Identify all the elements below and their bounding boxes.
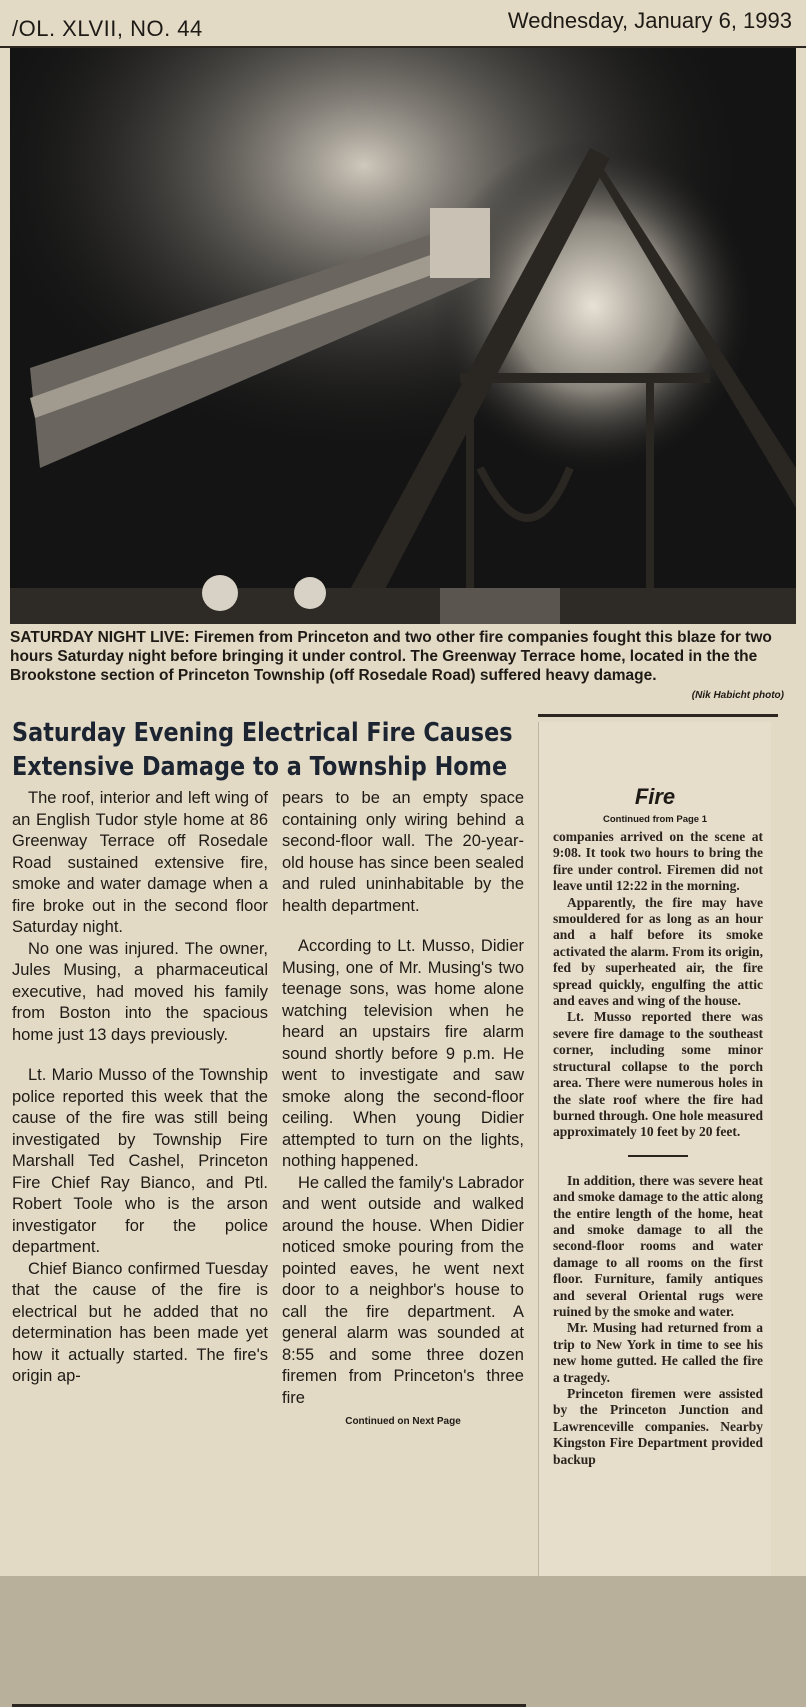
continued-note: Continued on Next Page <box>345 1416 461 1427</box>
article-paragraph: Chief Bianco confirmed Tuesday that the cause of the fire is electrical but he added that no determination has been made yet how it actually started. The fire's origin ap- <box>12 1259 268 1385</box>
sidebar-paragraph: Lt. Musso reported there was severe fire damage to the southeast corner, including some minor structural collapse to the porch area. There were numerous holes in the slate roof where the fire had burned through. One hole measured approximately 10 feet by 20 feet. <box>553 1009 763 1140</box>
sidebar-paragraph: Mr. Musing had returned from a trip to New York in time to see his new home gutted. He called the fire a tragedy. <box>553 1320 763 1385</box>
sidebar-paragraph: companies arrived on the scene at 9:08. It took two hours to bring the fire under control. Firemen did not leave until 12:22 in the morning. <box>553 829 763 894</box>
article-headline <box>12 716 531 784</box>
sidebar-body <box>539 825 771 1468</box>
sidebar-top-rule <box>538 714 778 717</box>
issue-date: Wednesday, January 6, 1993 <box>507 8 792 33</box>
headline-line-2: Extensive Damage to a Township Home <box>12 752 508 782</box>
article-paragraph: The roof, interior and left wing of an English Tudor style home at 86 Greenway Terrace off Rosedale Road sustained extensive fire, smoke and water damage when a fire broke out in the second floor Saturday night. <box>12 789 268 936</box>
fire-photo-image <box>10 48 796 636</box>
sidebar-paragraph: Apparently, the fire may have smouldered for as long as an hour and a half before its smoke activated the alarm. From its origin, fed by superheated air, the fire spread quickly, engulfing the attic and eaves and wing of the house. <box>553 894 763 1009</box>
article-paragraph: He called the family's Labrador and went outside and walked around the house. When Didier noticed smoke pouring from the pointed eaves, he went next door to a neighbor's house to call the fire department. A general alarm was sounded at 8:55 and some three dozen firemen from Princeton's three fire <box>282 1173 525 1407</box>
sidebar-divider <box>628 1155 688 1157</box>
article-paragraph: Lt. Mario Musso of the Township police reported this week that the cause of the fire was still being investigated by Township Fire Marshall Ted Cashel, Princeton Fire Chief Ray Bianco, and Ptl. Robert Toole who is the arson investigator for the police department. <box>12 1066 268 1256</box>
caption-text: Firemen from Princeton and two other fire companies fought this blaze for two hours Saturday night before bringing it under control. The Greenway Terrace home, located in the the Brookstone section of Princeton Township (off Rosedale Road) suffered heavy damage. <box>10 629 772 684</box>
article-paragraph: No one was injured. The owner, Jules Musing, a pharmaceutical executive, had moved his family from Boston into the spacious home just 13 days previously. <box>12 939 268 1044</box>
fire-photo <box>10 48 796 636</box>
continued-sidebar <box>538 722 771 1576</box>
article-column-2 <box>282 788 524 1433</box>
photo-credit: (Nik Habicht photo) <box>691 690 784 701</box>
caption-lead: SATURDAY NIGHT LIVE: <box>10 629 190 646</box>
volume-number: /OL. XLVII, NO. 44 <box>12 16 203 41</box>
article-paragraph: According to Lt. Musso, Didier Musing, one of Mr. Musing's two teenage sons, was home alone watching television when he heard an upstairs fire alarm sound shortly before 9 p.m. He went to investigate and saw smoke along the second-floor ceiling. When young Didier attempted to turn on the lights, nothing happened. <box>282 937 524 1170</box>
article-paragraph: pears to be an empty space containing only wiring behind a second-floor wall. The 20-year-old house has since been sealed and ruled uninhabitable by the health department. <box>282 789 524 915</box>
photo-caption <box>10 624 796 714</box>
headline-line-1: Saturday Evening Electrical Fire Causes <box>12 718 513 748</box>
sidebar-title: Fire <box>634 784 676 809</box>
continued-from-note: Continued from Page 1 <box>603 814 707 825</box>
article-column-1 <box>12 788 268 1388</box>
sidebar-paragraph: Princeton firemen were assisted by the Princeton Junction and Lawrenceville companies. Nearby Kingston Fire Department provided backup <box>553 1386 763 1467</box>
dateline <box>0 0 806 48</box>
sidebar-paragraph: In addition, there was severe heat and smoke damage to the attic along the entire length of the home, heat and smoke damage to all the second-floor rooms and water damage to all rooms on the first floor. Furniture, family antiques and several Oriental rugs were ruined by the smoke and water. <box>553 1172 763 1319</box>
